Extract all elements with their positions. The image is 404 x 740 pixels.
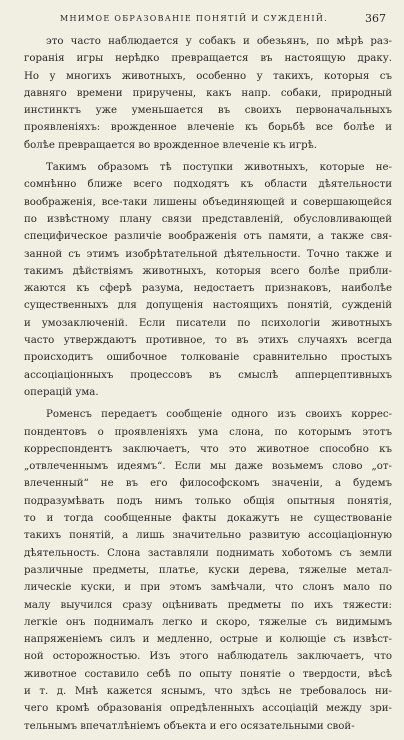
text-line: жаются къ сферѣ разума, недостаетъ признаковъ, наиболѣе bbox=[24, 283, 392, 295]
text-line: это часто наблюдается у собакъ и обезьянъ, по мѣрѣ раз- bbox=[46, 36, 392, 47]
text-line: болѣе превращается во врожденное влеченіе къ игрѣ. bbox=[24, 139, 317, 151]
page-number: 367 bbox=[365, 12, 386, 25]
text-line: различные предметы, платье, куски дерева, тяжелые метал- bbox=[24, 564, 392, 576]
text-line: чего кромѣ образованія опредѣленныхъ ассоціацій между зри- bbox=[24, 703, 392, 715]
text-line: занной съ этимъ изобрѣтательной дѣятельности. Точно также и bbox=[24, 248, 392, 260]
text-line: такимъ дѣйствіямъ животныхъ, которыя всего болѣе прибли- bbox=[24, 265, 392, 277]
text-line: сомнѣнно ближе всего подходятъ къ области дѣятельности bbox=[24, 179, 392, 191]
text-line: подразумѣвать подъ нимъ только общія опытныя понятія, bbox=[24, 495, 392, 507]
text-line: воображенія, все-таки лишены объединяющей и совершающейся bbox=[24, 196, 392, 208]
text-line: инстинктъ уже уменьшается въ своихъ первоначальныхъ bbox=[24, 105, 392, 117]
text-line: происходитъ ошибочное толкованіе сравнительно простыхъ bbox=[24, 352, 392, 364]
text-line: по извѣстному плану связи представленій, обусловливающей bbox=[24, 213, 392, 225]
text-line: проявленіяхъ: врожденное влеченіе къ борьбѣ все болѣе и bbox=[24, 122, 392, 134]
text-line: ассоціаціонныхъ процессовъ въ смыслѣ апперцептивныхъ bbox=[24, 369, 392, 381]
paragraph bbox=[24, 159, 392, 401]
text-line: часто утверждаютъ противное, то въ этихъ случаяхъ всегда bbox=[24, 335, 392, 347]
text-line: лическіе куски, и при этомъ замѣчали, что слонъ мало по bbox=[24, 582, 392, 594]
text-line: горанія игры нерѣдко превращается въ настоящую драку. bbox=[24, 53, 392, 65]
paragraph bbox=[24, 406, 392, 735]
text-line: и умозаключеній. Если писатели по психологіи животныхъ bbox=[24, 317, 392, 329]
text-line: Такимъ образомъ тѣ поступки животныхъ, которые не- bbox=[46, 162, 392, 174]
text-line: корреспондентъ заключаетъ, что это животное способно къ bbox=[24, 443, 392, 455]
body-text bbox=[24, 33, 392, 740]
paragraph bbox=[24, 33, 392, 154]
text-line: малу выучился сразу оцѣнивать предметы по ихъ тяжести: bbox=[24, 599, 392, 611]
text-line: существенныхъ для допущенія настоящихъ понятій, сужденій bbox=[24, 300, 392, 312]
text-line: ной осторожностью. Изъ этого наблюдатель заключаетъ, что bbox=[24, 651, 392, 663]
text-line: Но у многихъ животныхъ, особенно у такихъ, которыя съ bbox=[24, 70, 392, 82]
text-line: такихъ понятій, а лишь значительно развитую ассоціаціонную bbox=[24, 530, 392, 542]
text-line: Роменсъ передаетъ сообщеніе одного изъ своихъ коррес- bbox=[46, 409, 392, 421]
text-line: легкіе онъ поднималъ легко и скоро, тяжелые съ видимымъ bbox=[24, 616, 392, 628]
text-line: специфическое различіе воображенія отъ памяти, а также свя- bbox=[24, 231, 392, 243]
text-line: тельнымъ впечатлѣніемъ объекта и его осязательными свой- bbox=[24, 720, 355, 732]
text-line: животное составило себѣ по опыту понятіе о твердости, вѣсѣ bbox=[24, 668, 392, 680]
text-line: пондентовъ о проявленіяхъ ума слона, по которымъ этотъ bbox=[24, 426, 392, 438]
text-line: „отвлеченнымъ идеямъ“. Если мы даже возьмемъ слово „от- bbox=[24, 461, 392, 473]
text-line: и т. д. Мнѣ кажется яснымъ, что здѣсь не требовалось ни- bbox=[24, 685, 392, 697]
text-line: дѣятельность. Слона заставляли поднимать хоботомъ съ земли bbox=[24, 547, 392, 559]
text-line: напряженіемъ силъ и медленно, острые и колющіе съ извѣст- bbox=[24, 634, 392, 646]
running-head: МНИМОЕ ОБРАЗОВАНІЕ ПОНЯТІЙ И СУЖДЕНІЙ. bbox=[60, 14, 328, 23]
text-line: операцій ума. bbox=[24, 386, 99, 398]
text-line: влеченный“ не въ его философскомъ значеніи, а будемъ bbox=[24, 478, 392, 490]
text-line: давняго времени приручены, какъ напр. собаки, природный bbox=[24, 87, 392, 99]
text-line: то и тогда сообщенные факты докажутъ не существованіе bbox=[24, 513, 392, 525]
